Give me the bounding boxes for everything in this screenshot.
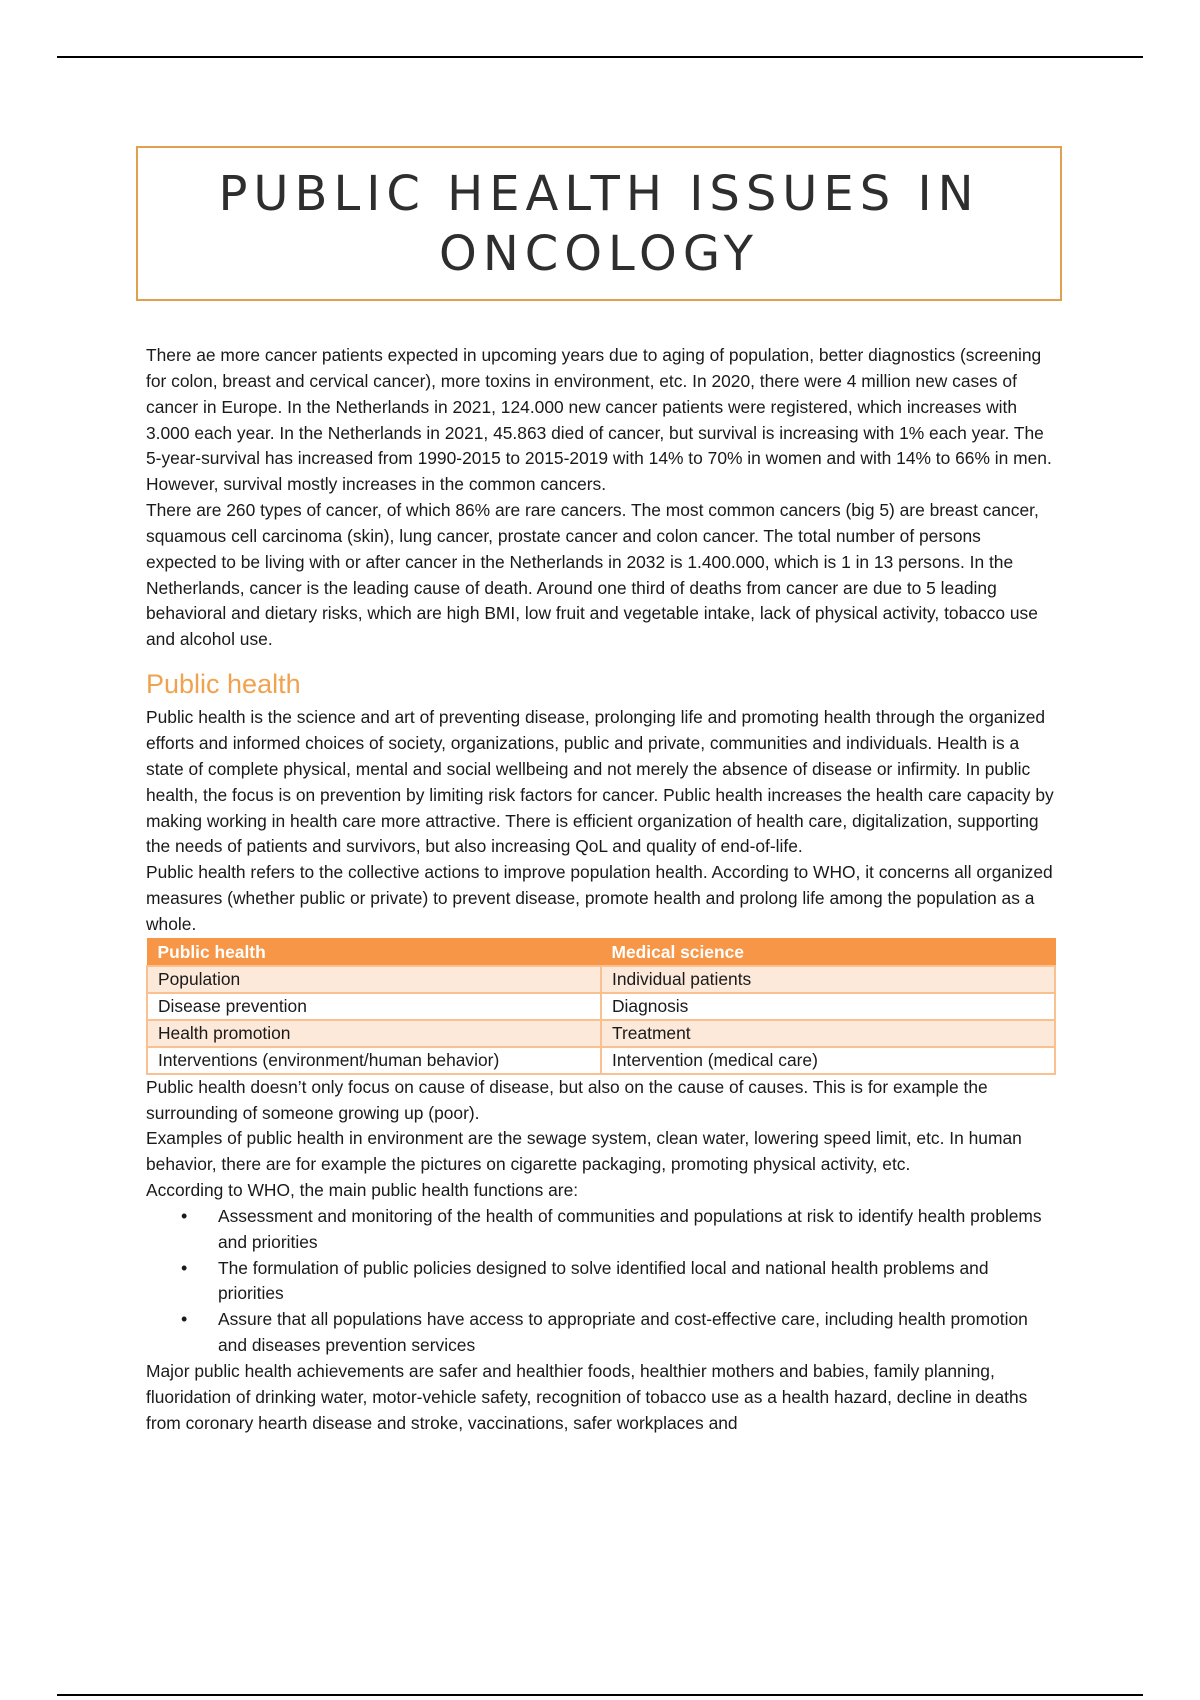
comparison-table bbox=[146, 938, 1056, 1075]
table-header-cell: Medical science bbox=[601, 938, 1055, 966]
table-row bbox=[147, 966, 1055, 993]
public-health-paragraph-1: Public health is the science and art of preventing disease, prolonging life and promoting health through the organized efforts and informed choices of society, organizations, public and private, communities and individuals. Health is a state of complete physical, mental and social wellbeing and not merely the absence of disease or infirmity. In public health, the focus is on prevention by limiting risk factors for cancer. Public health increases the health care capacity by making working in health care more attractive. There is efficient organization of health care, digitalization, supporting the needs of patients and survivors, but also increasing QoL and quality of end-of-life. bbox=[146, 707, 1054, 857]
list-item: • Assessment and monitoring of the health of communities and populations at risk to identify health problems and priorities bbox=[218, 1204, 1056, 1256]
after-table-paragraph-2: Examples of public health in environment are the sewage system, clean water, lowering speed limit, etc. In human behavior, there are for example the pictures on cigarette packaging, promoting physical activity, etc. bbox=[146, 1128, 1022, 1175]
bottom-rule bbox=[57, 1694, 1143, 1696]
table-row bbox=[147, 1020, 1055, 1047]
section-heading-public-health: Public health bbox=[146, 669, 301, 700]
table-cell: Individual patients bbox=[601, 966, 1055, 993]
table-cell: Population bbox=[147, 966, 601, 993]
table-header-cell: Public health bbox=[147, 938, 601, 966]
table-cell: Health promotion bbox=[147, 1020, 601, 1047]
top-rule bbox=[57, 56, 1143, 58]
table-cell: Interventions (environment/human behavior) bbox=[147, 1047, 601, 1074]
table-row bbox=[147, 993, 1055, 1020]
document-body bbox=[146, 343, 1056, 1437]
public-health-paragraph-2: Public health refers to the collective actions to improve population health. According to WHO, it concerns all organized measures (whether public or private) to prevent disease, promote health and prolong life among the population as a whole. bbox=[146, 862, 1053, 934]
table-header-row bbox=[147, 938, 1055, 966]
list-item: • Assure that all populations have access to appropriate and cost-effective care, including health promotion and diseases prevention services bbox=[218, 1307, 1056, 1359]
intro-paragraph-1: There ae more cancer patients expected in upcoming years due to aging of population, better diagnostics (screening for colon, breast and cervical cancer), more toxins in environment, etc. In 2020, there were 4 million new cases of cancer in Europe. In the Netherlands in 2021, 124.000 new cancer patients were registered, which increases with 3.000 each year. In the Netherlands in 2021, 45.863 died of cancer, but survival is increasing with 1% each year. The 5-year-survival has increased from 1990-2015 to 2015-2019 with 14% to 70% in women and with 14% to 66% in men. However, survival mostly increases in the common cancers. bbox=[146, 345, 1052, 495]
after-table-paragraph-3: According to WHO, the main public health functions are: bbox=[146, 1180, 579, 1201]
table-cell: Intervention (medical care) bbox=[601, 1047, 1055, 1074]
list-item: • The formulation of public policies designed to solve identified local and national health problems and priorities bbox=[218, 1256, 1056, 1308]
table-row bbox=[147, 1047, 1055, 1074]
who-functions-list bbox=[146, 1204, 1056, 1359]
document-title: PUBLIC HEALTH ISSUES IN ONCOLOGY bbox=[218, 165, 980, 282]
table-cell: Diagnosis bbox=[601, 993, 1055, 1020]
title-box bbox=[136, 146, 1062, 301]
closing-paragraph: Major public health achievements are safer and healthier foods, healthier mothers and babies, family planning, fluoridation of drinking water, motor-vehicle safety, recognition of tobacco use as a health hazard, decline in deaths from coronary hearth disease and stroke, vaccinations, safer workplaces and bbox=[146, 1361, 1028, 1433]
table-cell: Treatment bbox=[601, 1020, 1055, 1047]
table-cell: Disease prevention bbox=[147, 993, 601, 1020]
after-table-paragraph-1: Public health doesn’t only focus on cause of disease, but also on the cause of causes. This is for example the surrounding of someone growing up (poor). bbox=[146, 1076, 988, 1123]
intro-paragraph-2: There are 260 types of cancer, of which 86% are rare cancers. The most common cancers (big 5) are breast cancer, squamous cell carcinoma (skin), lung cancer, prostate cancer and colon cancer. The total number of persons expected to be living with or after cancer in the Netherlands in 2032 is 1.400.000, which is 1 in 13 persons. In the Netherlands, cancer is the leading cause of death. Around one third of deaths from cancer are due to 5 leading behavioral and dietary risks, which are high BMI, low fruit and vegetable intake, lack of physical activity, tobacco use and alcohol use. bbox=[146, 500, 1039, 650]
